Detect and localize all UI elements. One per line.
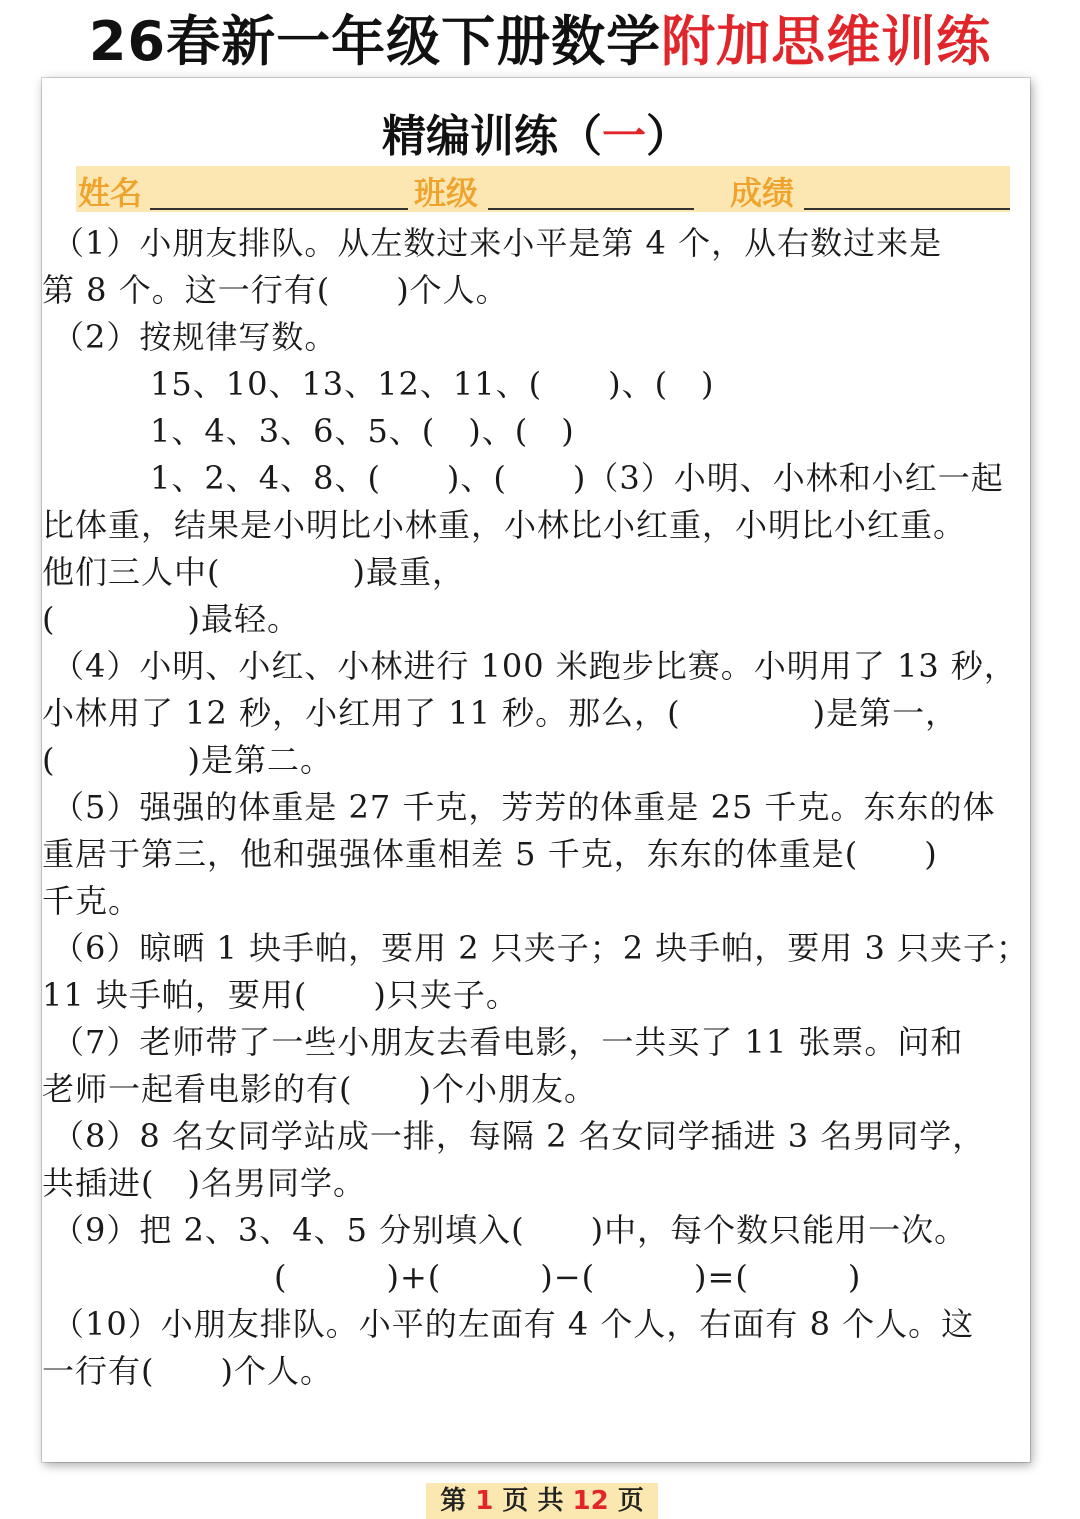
question-line: 比体重，结果是小明比小林重，小林比小红重，小明比小红重。 xyxy=(42,506,967,544)
question-line: 他们三人中( )最重， xyxy=(42,553,465,591)
question-line: ( )是第二。 xyxy=(42,741,333,779)
score-blank[interactable] xyxy=(804,208,1010,210)
question-line: 第 8 个。这一行有( )个人。 xyxy=(42,271,509,309)
header-banner xyxy=(0,0,1080,80)
question-line: 1、2、4、8、( )、( )（3）小明、小林和小红一起 xyxy=(150,459,1004,497)
question-line: ( )最轻。 xyxy=(42,600,300,638)
name-blank[interactable] xyxy=(150,208,408,210)
question-line: （6）晾晒 1 块手帕，要用 2 只夹子；2 块手帕，要用 3 只夹子； xyxy=(52,929,1030,967)
question-line: 小林用了 12 秒，小红用了 11 秒。那么，( )是第一， xyxy=(42,694,959,732)
question-line: 11 块手帕，要用( )只夹子。 xyxy=(42,976,519,1014)
question-line: （1）小朋友排队。从左数过来小平是第 4 个，从右数过来是 xyxy=(52,224,943,262)
question-line: （2）按规律写数。 xyxy=(52,318,338,356)
page-indicator-post: 页 xyxy=(608,1486,644,1516)
name-label: 姓名 xyxy=(78,174,143,212)
question-line: 千克。 xyxy=(42,882,142,920)
class-label: 班级 xyxy=(414,174,479,212)
question-line: （4）小明、小红、小林进行 100 米跑步比赛。小明用了 13 秒， xyxy=(52,647,1017,685)
question-line: 1、4、3、6、5、( )、( ) xyxy=(150,412,575,450)
worksheet xyxy=(42,78,1030,1462)
question-line: 15、10、13、12、11、( )、( ) xyxy=(150,365,715,403)
worksheet-title-number: 一 xyxy=(602,111,646,162)
page-indicator-mid: 页 共 xyxy=(493,1486,573,1516)
question-line: （8）8 名女同学站成一排，每隔 2 名女同学插进 3 名男同学， xyxy=(52,1117,986,1155)
student-info-bar xyxy=(76,166,1010,212)
question-line: 老师一起看电影的有( )个小朋友。 xyxy=(42,1070,597,1108)
question-line: ( )+( )−( )=( ) xyxy=(274,1258,862,1296)
question-line: 共插进( )名男同学。 xyxy=(42,1164,366,1202)
class-blank[interactable] xyxy=(488,208,694,210)
question-line: （9）把 2、3、4、5 分别填入( )中，每个数只能用一次。 xyxy=(52,1211,968,1249)
worksheet-title-suffix: ） xyxy=(646,111,690,162)
current-page-number: 1 xyxy=(475,1486,494,1516)
worksheet-title-prefix: 精编训练（ xyxy=(382,111,602,162)
score-label: 成绩 xyxy=(730,174,795,212)
banner-title-highlight: 附加思维训练 xyxy=(661,10,992,73)
total-page-number: 12 xyxy=(572,1486,609,1516)
worksheet-title xyxy=(42,100,1030,164)
question-list xyxy=(42,220,1030,1395)
question-line: （7）老师带了一些小朋友去看电影，一共买了 11 张票。问和 xyxy=(52,1023,964,1061)
question-line: 重居于第三，他和强强体重相差 5 千克，东东的体重是( ) xyxy=(42,835,938,873)
banner-title-main: 26春新一年级下册数学 xyxy=(88,10,662,73)
question-line: （10）小朋友排队。小平的左面有 4 个人，右面有 8 个人。这 xyxy=(52,1305,975,1343)
page-indicator xyxy=(426,1483,658,1519)
question-line: 一行有( )个人。 xyxy=(42,1352,333,1390)
page-indicator-pre: 第 xyxy=(440,1486,476,1516)
question-line: （5）强强的体重是 27 千克，芳芳的体重是 25 千克。东东的体 xyxy=(52,788,996,826)
